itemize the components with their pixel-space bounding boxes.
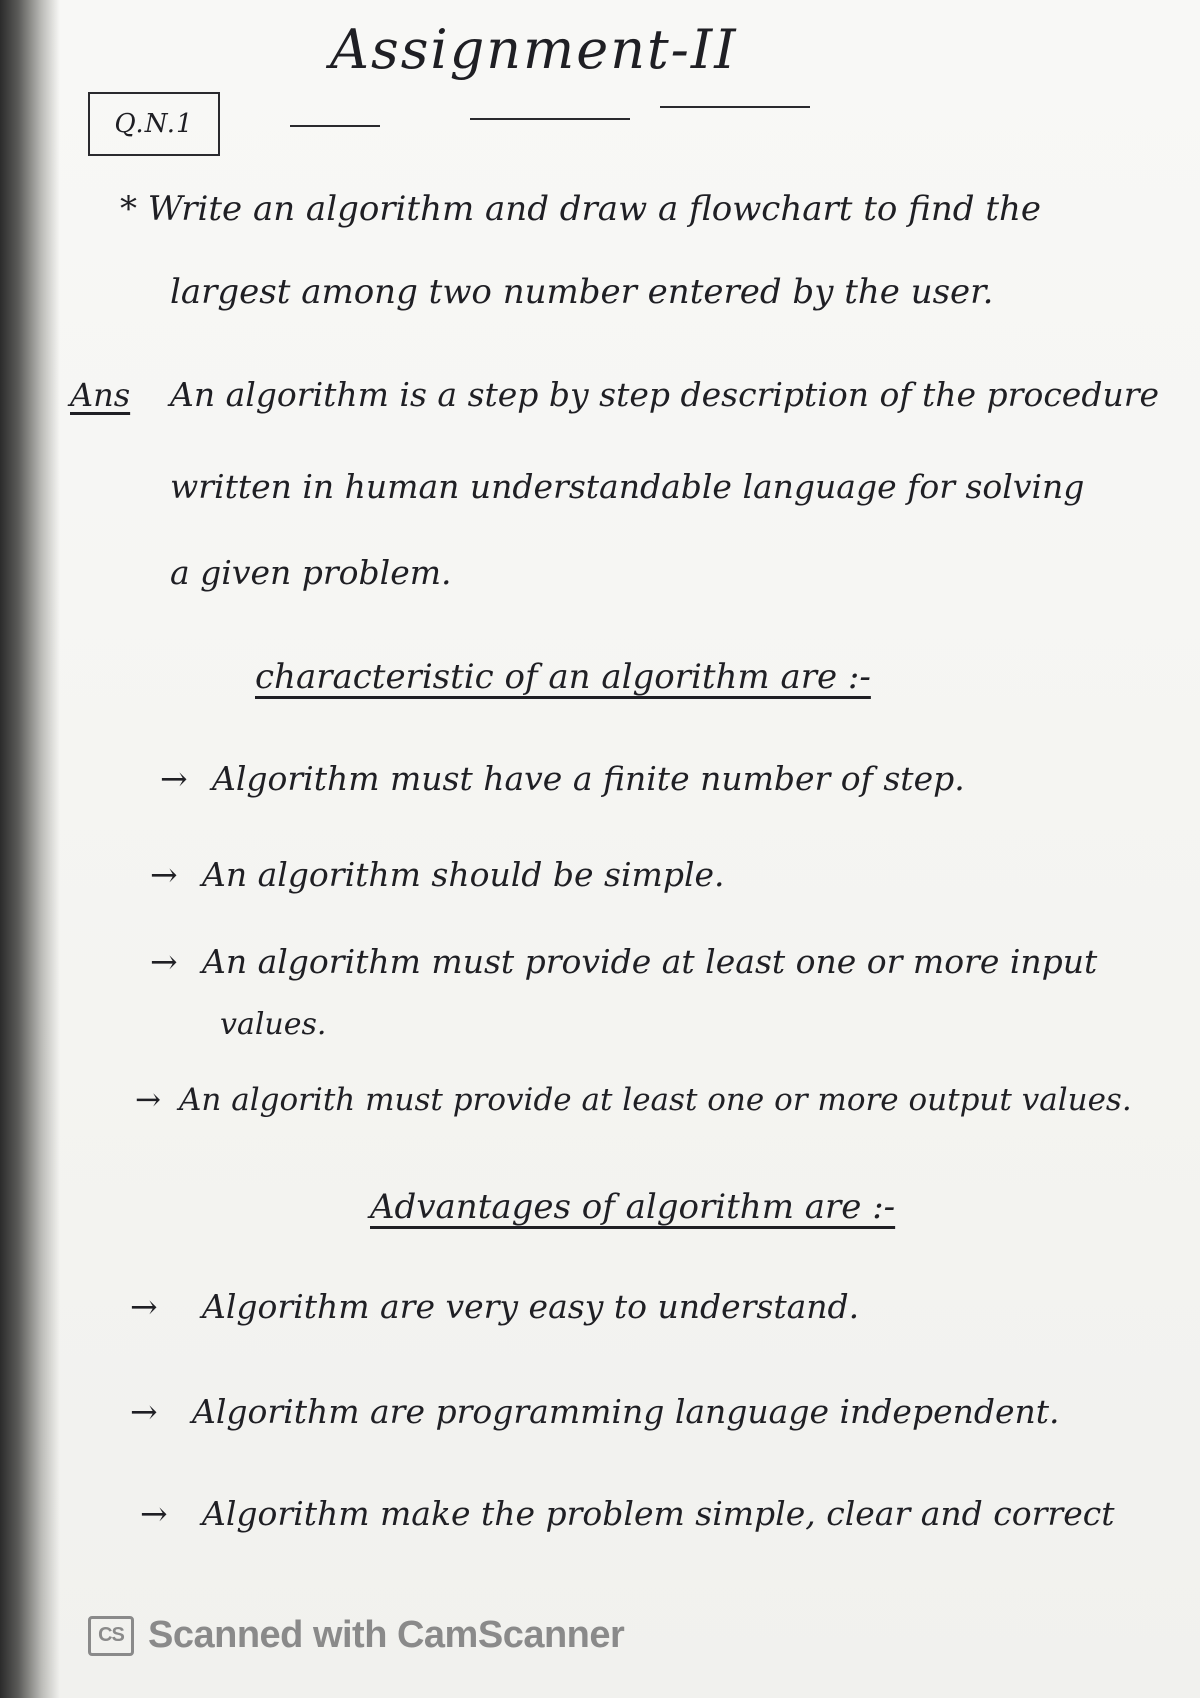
arrow-icon: →: [150, 855, 178, 894]
question-number-box: Q.N.1: [88, 92, 220, 156]
answer-line-2: written in human understandable language for solving: [170, 467, 1085, 506]
advantages-item-text: Algorithm are programming language independent.: [192, 1392, 1060, 1431]
arrow-icon: →: [140, 1494, 168, 1533]
characteristics-item-text: An algorith must provide at least one or more output values.: [179, 1082, 1132, 1118]
camscanner-watermark-text: Scanned with CamScanner: [148, 1614, 625, 1656]
notebook-binding-edge: [0, 0, 60, 1698]
advantages-item-3: [140, 1494, 1115, 1533]
arrow-icon: →: [135, 1082, 161, 1118]
camscanner-logo-icon: CS: [88, 1616, 134, 1656]
answer-line-3: a given problem.: [170, 553, 452, 592]
characteristics-item-text: An algorithm must provide at least one or more input: [202, 942, 1098, 981]
answer-line-1: An algorithm is a step by step description of the procedure: [170, 375, 1160, 414]
advantages-item-text: Algorithm make the problem simple, clear and correct: [202, 1494, 1115, 1533]
question-line-2: largest among two number entered by the user.: [170, 272, 994, 312]
answer-label: Ans: [70, 376, 131, 414]
characteristics-item-3: [150, 942, 1098, 981]
advantages-heading: Advantages of algorithm are :-: [370, 1187, 896, 1227]
title-underline-middle: [470, 118, 630, 120]
page-title: Assignment-II: [330, 18, 738, 81]
arrow-icon: →: [130, 1392, 158, 1431]
characteristics-item-3-continued: values.: [220, 1007, 327, 1042]
characteristics-heading: characteristic of an algorithm are :-: [255, 657, 871, 697]
characteristics-item-text: Algorithm must have a finite number of step.: [212, 759, 965, 798]
arrow-icon: →: [130, 1287, 158, 1326]
characteristics-item-text: An algorithm should be simple.: [202, 855, 725, 894]
characteristics-item-2: [150, 855, 725, 894]
question-line-1: * Write an algorithm and draw a flowchart to find the: [120, 189, 1042, 229]
camscanner-watermark: [88, 1614, 624, 1657]
arrow-icon: →: [160, 759, 188, 798]
advantages-item-2: [130, 1392, 1060, 1431]
advantages-item-1: [130, 1287, 860, 1326]
arrow-icon: →: [150, 942, 178, 981]
title-underline-left: [290, 125, 380, 127]
advantages-item-text: Algorithm are very easy to understand.: [202, 1287, 860, 1326]
characteristics-item-1: [160, 759, 965, 798]
title-underline-right: [660, 106, 810, 108]
characteristics-item-4: [135, 1082, 1132, 1118]
